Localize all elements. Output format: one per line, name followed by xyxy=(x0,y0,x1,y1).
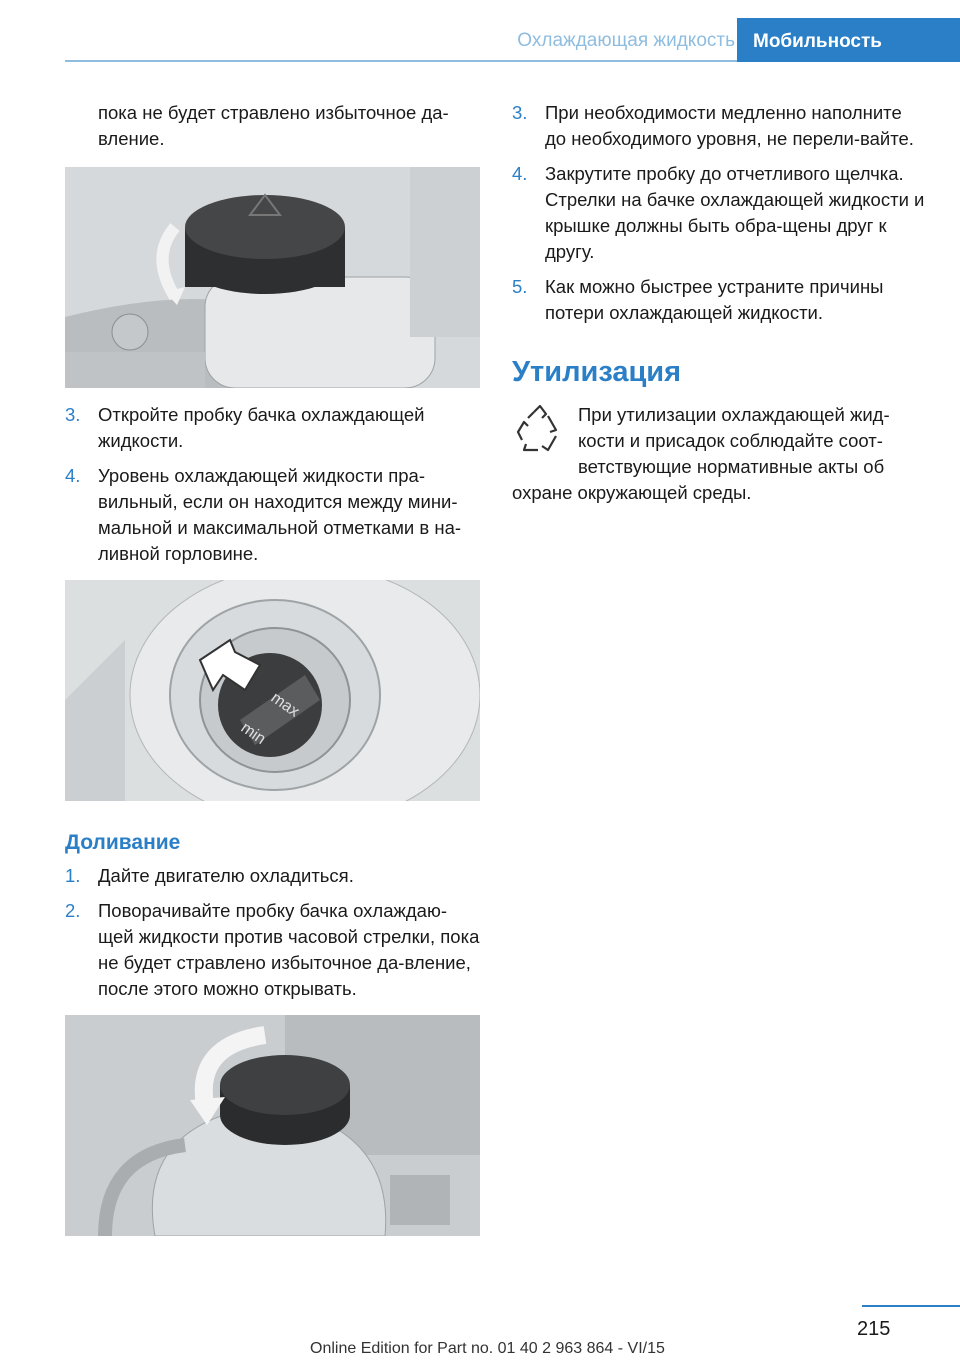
step-text: Закрутите пробку до отчетливого щелчка. Стрелки на бачке охлаждающей жидкости и крышке должны быть обра‐щены друг к другу. xyxy=(545,163,925,262)
list-item xyxy=(65,863,480,889)
steps-list-a xyxy=(65,402,480,567)
subheading-refill: Доливание xyxy=(65,831,181,854)
disposal-note xyxy=(512,402,927,480)
step-number: 3. xyxy=(65,404,81,425)
recycle-icon xyxy=(512,402,568,458)
coolant-cap-illustration xyxy=(65,167,480,388)
min-label: min xyxy=(237,719,269,749)
filler-neck-gauge-photo xyxy=(65,580,480,801)
steps-list-b xyxy=(65,863,480,1002)
step-number: 4. xyxy=(512,163,528,184)
list-item xyxy=(65,402,480,454)
page-header xyxy=(0,0,960,62)
step-number: 1. xyxy=(65,865,81,886)
steps-list-c xyxy=(512,100,927,326)
step-text: Дайте двигателю охладиться. xyxy=(98,865,354,886)
footer-rule xyxy=(862,1305,960,1307)
section-heading-disposal: Утилизация xyxy=(512,356,682,388)
disposal-text-tail: охране окружающей среды. xyxy=(512,482,752,503)
step-number: 2. xyxy=(65,900,81,921)
section-title: Охлаждающая жидкость xyxy=(517,30,735,51)
max-label: max xyxy=(267,689,303,721)
step-text: При необходимости медленно наполните до необходимого уровня, не перели‐вайте. xyxy=(545,102,914,149)
coolant-cap-photo xyxy=(65,167,480,388)
step-number: 3. xyxy=(512,102,528,123)
cap-turn-illustration xyxy=(65,1015,480,1236)
step-text: Откройте пробку бачка охлаждающей жидкости. xyxy=(98,404,425,451)
step-text: Уровень охлаждающей жидкости пра‐вильный, если он находится между мини‐мальной и максимальной отметками в на‐ливной горловине. xyxy=(98,465,462,564)
list-item xyxy=(512,100,927,152)
left-column xyxy=(65,100,480,1236)
right-column xyxy=(512,100,927,525)
list-item xyxy=(65,463,480,567)
list-item xyxy=(512,274,927,326)
list-item xyxy=(512,161,927,265)
cap-turn-arrow-photo xyxy=(65,1015,480,1236)
step-text: Поворачивайте пробку бачка охлаждаю‐щей жидкости против часовой стрелки, пока не будет стравлено избыточное да‐вление, после этого можно открывать. xyxy=(98,900,480,999)
filler-neck-illustration xyxy=(65,580,480,801)
chapter-tab: Мобильность xyxy=(737,18,960,62)
step-text: Как можно быстрее устраните причины потери охлаждающей жидкости. xyxy=(545,276,884,323)
disposal-text: При утилизации охлаждающей жид‐кости и присадок соблюдайте соот‐ветствующие нормативные акты об xyxy=(578,404,890,477)
list-item xyxy=(65,898,480,1002)
step-number: 5. xyxy=(512,276,528,297)
edition-footer: Online Edition for Part no. 01 40 2 963 864 - VI/15 xyxy=(310,1340,665,1357)
step-number: 4. xyxy=(65,465,81,486)
page-number: 215 xyxy=(857,1318,891,1340)
intro-text: пока не будет стравлено избыточное да‐вление. xyxy=(98,102,449,149)
header-rule xyxy=(65,60,737,62)
